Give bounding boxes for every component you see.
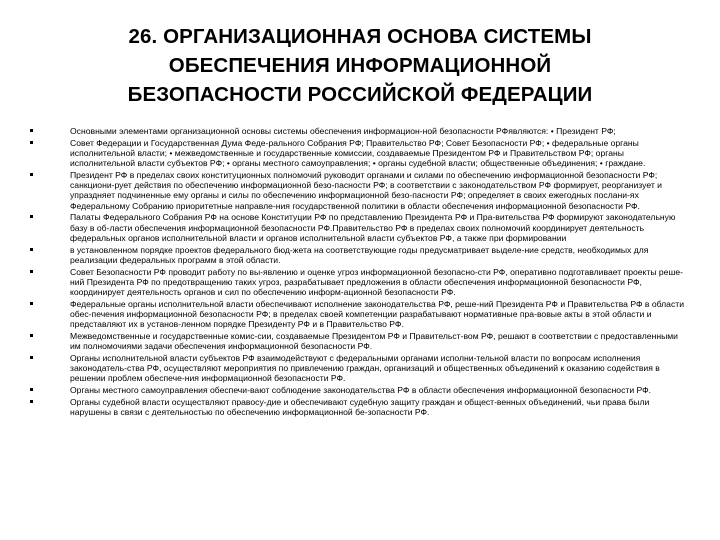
list-item	[30, 331, 690, 351]
list-item	[30, 397, 690, 417]
bullet-icon	[30, 400, 33, 403]
bullet-icon	[30, 334, 33, 337]
list-item	[30, 126, 690, 136]
list-item	[30, 245, 690, 265]
list-item	[30, 267, 690, 298]
list-item	[30, 385, 690, 395]
title-line-3: БЕЗОПАСНОСТИ РОССИЙСКОЙ ФЕДЕРАЦИИ	[127, 83, 593, 106]
list-item-text: Органы исполнительной власти субъектов РФ взаимодействуют с федеральными органами исполни-тельной власти по вопросам исполнения законодатель-ства РФ, осуществляют мероприятия по привлечению граждан, организаций и общественных объединений к оказанию содействия в решении проблем обеспече-ния информационной безопасности РФ.	[70, 353, 660, 384]
bullet-icon	[30, 356, 33, 359]
list-item-text: Межведомственные и государственные комис-сии, создаваемые Президентом РФ и Правительст-вом РФ, решают в соответствии с предоставленными им полномочиями задачи обеспечения информационной безопасности РФ.	[70, 331, 678, 352]
list-item-text: в установленном порядке проектов федерального бюд-жета на соответствующие годы предусматривает выделе-ние средств, необходимых для реализации федеральных программ в этой области.	[70, 244, 649, 265]
list-item	[30, 299, 690, 330]
bullet-icon	[30, 141, 33, 144]
title-line-2: ОБЕСПЕЧЕНИЯ ИНФОРМАЦИОННОЙ	[168, 54, 552, 77]
bullet-icon	[30, 215, 33, 218]
title-line-1: 26. ОРГАНИЗАЦИОННАЯ ОСНОВА СИСТЕМЫ	[128, 25, 592, 48]
list-item-text: Совет Безопасности РФ проводит работу по вы-явлению и оценке угроз информационной безопасно-сти РФ, оперативно подготавливает проекты реше-ний Президента РФ по предотвращению таких угроз, разрабатывает предложения в области обеспечения информационной безопасности РФ, координирует деятельность органов и сил по обеспечению информ-ационной безопасности РФ.	[70, 266, 683, 298]
bullet-icon	[30, 302, 33, 305]
list-item-text: Федеральные органы исполнительной власти обеспечивают исполнение законодательства РФ, реше-ний Президента РФ и Правительства РФ в области обес-печения информационной безопасности РФ; в пределах своей компетенции разрабатывают нормативные пра-вовые акты в этой области и представляют их в установ-ленном порядке Президенту РФ и в Правительство РФ.	[70, 298, 684, 330]
list-item-text: Основными элементами организационной основы системы обеспечения информацион-ной безопасности РФявляются: • Президент РФ;	[70, 126, 616, 136]
bullet-icon	[30, 129, 33, 132]
bullet-list	[30, 126, 690, 419]
list-item-text: Органы местного самоуправления обеспечи-вают соблюдение законодательства РФ в области обеспечения информационной безопасности РФ.	[70, 385, 652, 396]
bullet-icon	[30, 388, 33, 391]
bullet-icon	[30, 173, 33, 176]
list-item-text: Президент РФ в пределах своих конституционных полномочий руководит органами и силами по обеспечению информационной безопасности РФ; санкциони-рует действия по обеспечению информационной безо-пасности РФ; в соответствии с законодательством РФ формирует, реорганизует и упраздняет подчиненные ему органы и силы по обеспечению информационной безо-пасности РФ; определяет в своих ежегодных послани-ях Федеральному Собранию приоритетные направле-ния государственной политики в области обеспечения информационной безопасности РФ.	[70, 170, 662, 211]
bullet-icon	[30, 248, 33, 251]
list-item-text: Совет Федерации и Государственная Дума Феде-рального Собрания РФ; Правительство РФ; Совет Безопасности РФ; • федеральные органы исполнительной власти; • межведомственные и государственные комиссии, создаваемые Президентом РФ и Правительством РФ; органы исполнительной власти субъектов РФ; • органы местного самоуправления; • органы судебной власти; общественные объединения; • граждане.	[70, 137, 646, 169]
list-item	[30, 138, 690, 169]
list-item-text: Органы судебной власти осуществляют правосу-дие и обеспечивают судебную защиту граждан и общест-венных объединений, чьи права были нарушены в связи с деятельностью по обеспечению информационной бе-зопасности РФ.	[70, 397, 650, 418]
list-item	[30, 170, 690, 211]
list-item	[30, 353, 690, 384]
list-item-text: Палаты Федерального Собрания РФ на основе Конституции РФ по представлению Президента РФ и Пра-вительства РФ формируют законодательную базу в об-ласти обеспечения информационной безопасности РФ.Правительство РФ в пределах своих полномочий координирует деятельность федеральных органов исполнительной власти и органов исполнительной власти субъектов РФ, а также при формировании	[70, 212, 676, 243]
list-item	[30, 212, 690, 243]
page-title	[40, 22, 680, 109]
bullet-icon	[30, 270, 33, 273]
